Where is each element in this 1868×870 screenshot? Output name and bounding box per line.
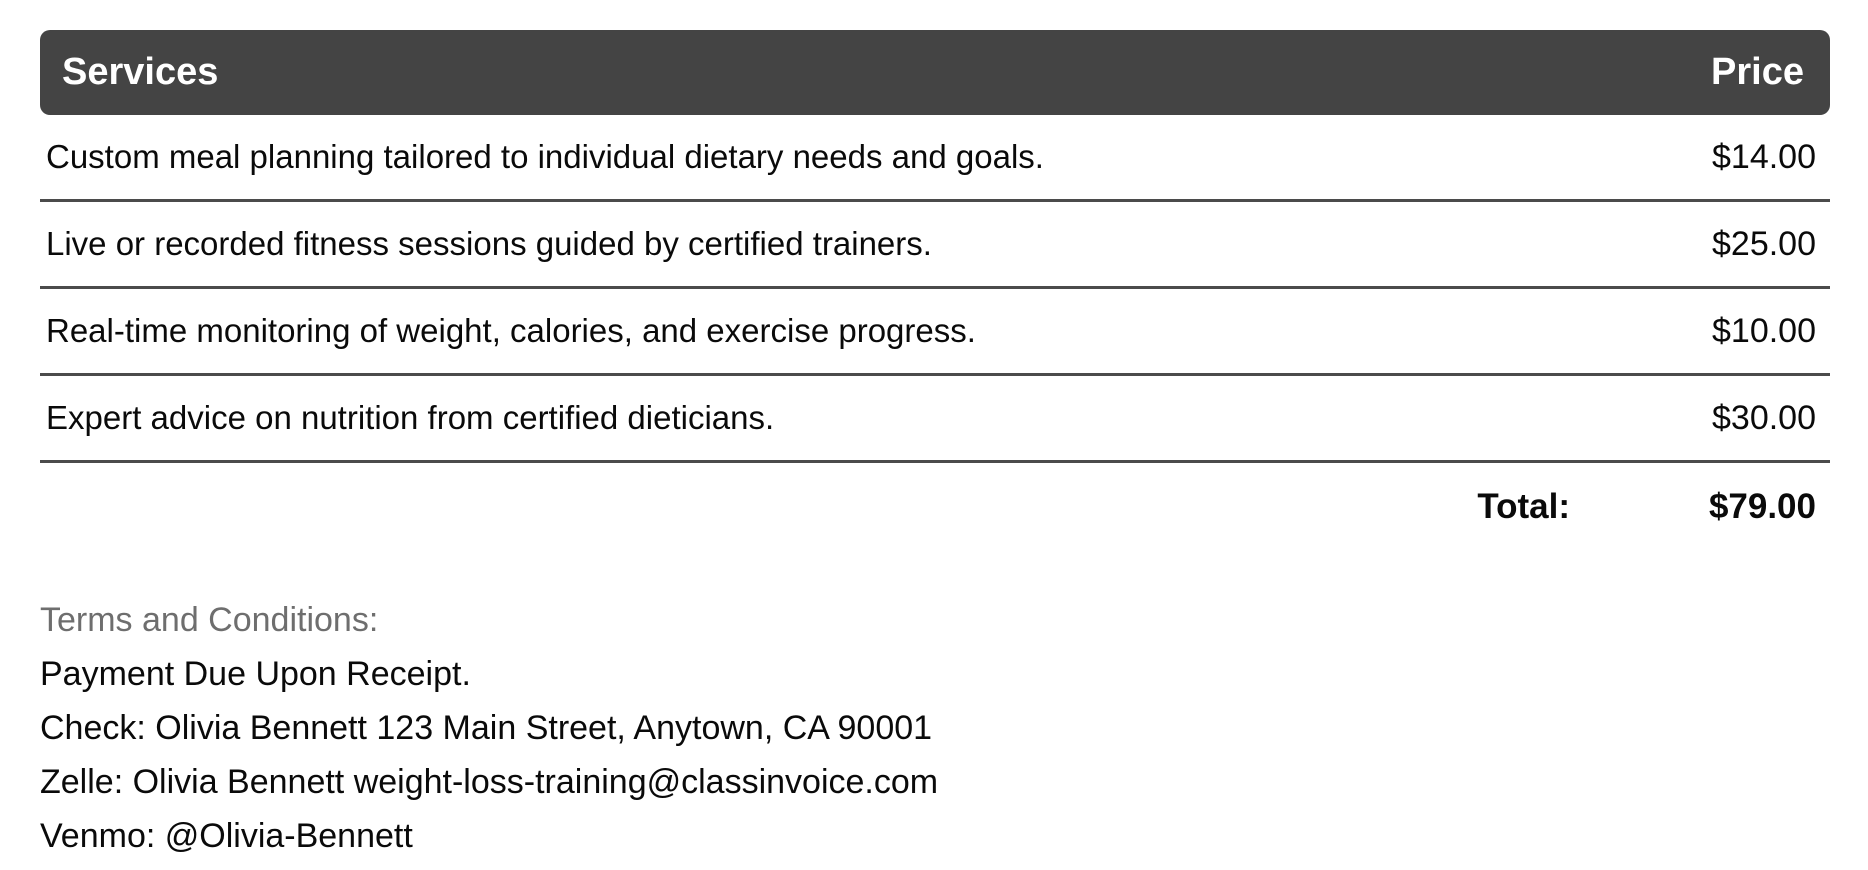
service-description: Expert advice on nutrition from certified dieticians. xyxy=(46,399,775,436)
table-row xyxy=(40,376,1830,463)
service-description: Real-time monitoring of weight, calories, and exercise progress. xyxy=(46,312,976,349)
total-label: Total: xyxy=(1477,487,1570,526)
services-table xyxy=(40,30,1830,551)
terms-title: Terms and Conditions: xyxy=(40,601,379,639)
table-row xyxy=(40,289,1830,376)
service-description: Live or recorded fitness sessions guided by certified trainers. xyxy=(46,225,932,262)
terms-line-zelle: Zelle: Olivia Bennett weight-loss-training@classinvoice.com xyxy=(40,763,939,801)
service-description: Custom meal planning tailored to individual dietary needs and goals. xyxy=(46,138,1044,175)
total-row xyxy=(40,463,1830,551)
terms-section xyxy=(40,593,1830,863)
terms-line-venmo: Venmo: @Olivia-Bennett xyxy=(40,817,413,855)
services-table-header xyxy=(40,30,1830,115)
table-row xyxy=(40,202,1830,289)
terms-line-payment: Payment Due Upon Receipt. xyxy=(40,655,471,693)
table-row xyxy=(40,115,1830,202)
service-price: $30.00 xyxy=(1712,398,1816,437)
services-column-header: Services xyxy=(62,51,219,93)
total-value: $79.00 xyxy=(1708,487,1816,526)
terms-line-check: Check: Olivia Bennett 123 Main Street, Anytown, CA 90001 xyxy=(40,709,933,747)
service-price: $10.00 xyxy=(1712,311,1816,350)
price-column-header: Price xyxy=(1711,51,1804,93)
service-price: $25.00 xyxy=(1712,224,1816,263)
service-price: $14.00 xyxy=(1712,137,1816,176)
